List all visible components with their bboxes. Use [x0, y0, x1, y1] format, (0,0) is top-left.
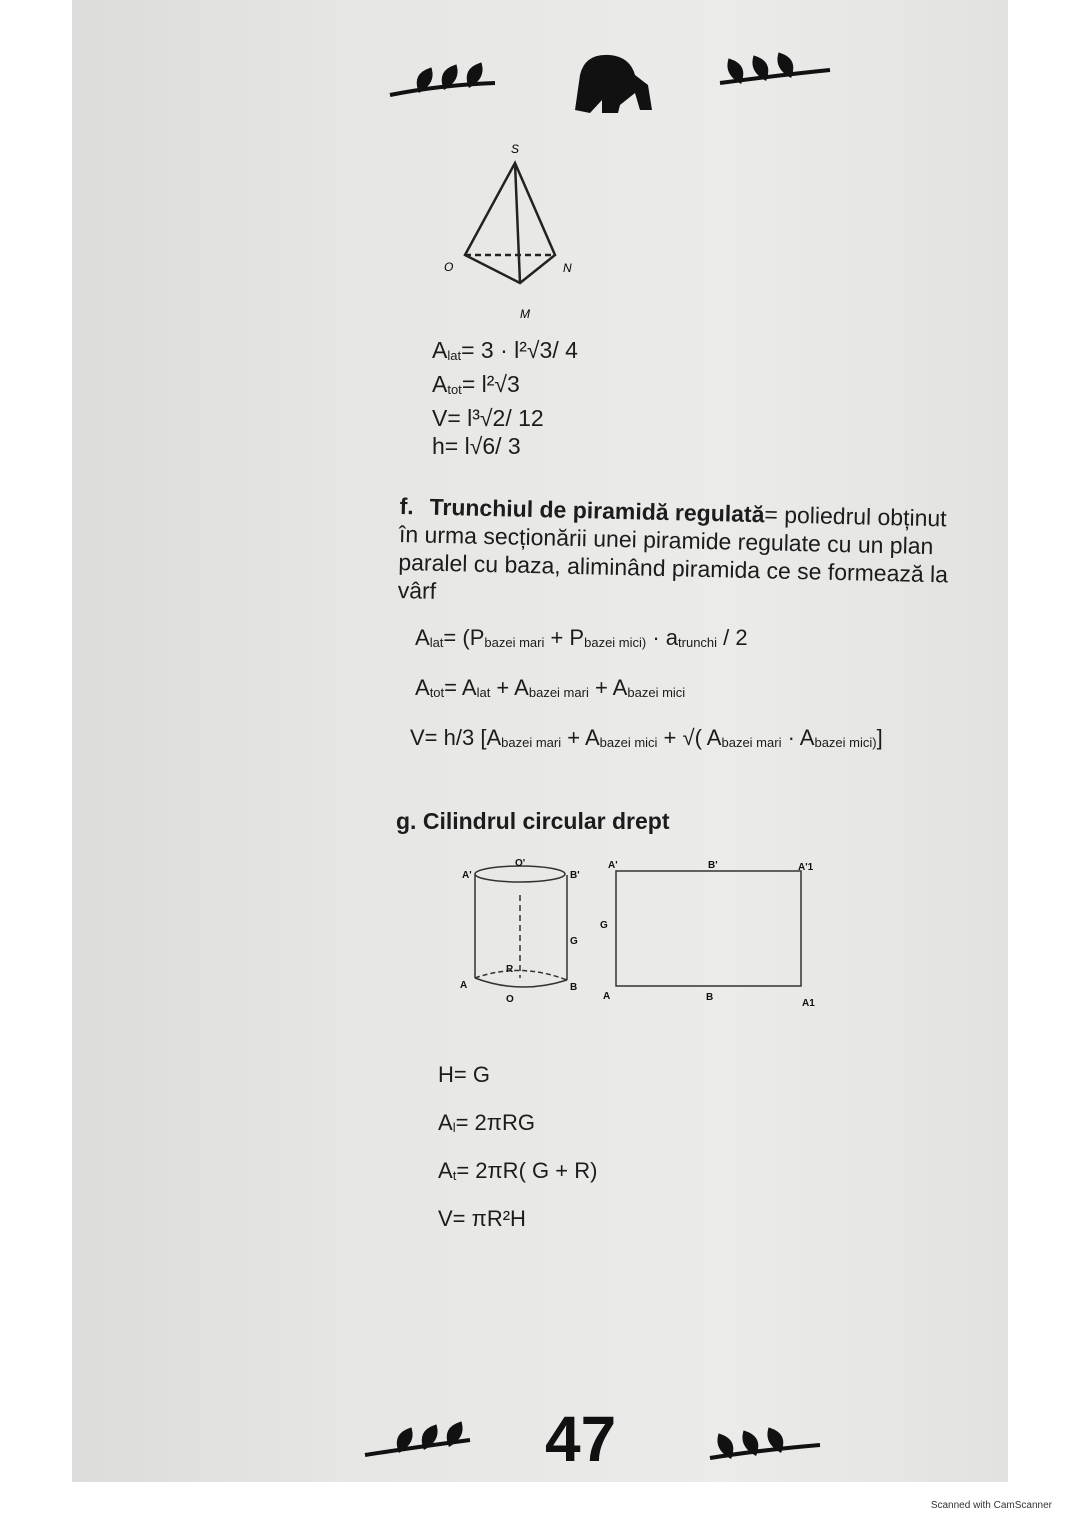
formula-volume: V= h/3 [$A_{bazei mari} + A_{bazei mici}$ + √( $A_{bazei mari} \cdot A_{bazei mici)}$]	[410, 725, 883, 750]
svg-text:A'1: A'1	[798, 862, 814, 873]
scanner-watermark: Scanned with CamScanner	[930, 1500, 1052, 1511]
page-number: 47	[545, 1403, 617, 1475]
svg-text:A1: A1	[802, 998, 815, 1009]
vertex-o-label: O	[444, 260, 454, 274]
section-title: Cilindrul circular drept	[422, 808, 670, 834]
vertex-n-label: N	[563, 261, 572, 275]
svg-text:B: B	[706, 992, 714, 1003]
formula-total-area: $A_t= 2\pi R$( G + R)	[438, 1158, 598, 1183]
vertex-s-label: S	[511, 142, 520, 156]
section-g: g. Cilindrul circular drept	[396, 808, 670, 834]
vertex-m-label: M	[520, 307, 530, 321]
svg-text:R: R	[506, 964, 514, 975]
formula-volume: V= πR²H	[438, 1206, 526, 1231]
formula-alat: $A_{lat}= (P_{bazei mari} + P_{bazei mici)} \cdot a_{trunchi} / 2$	[415, 625, 748, 650]
svg-text:A: A	[603, 991, 611, 1002]
formula-height: H= G	[438, 1062, 490, 1087]
laurel-left-icon	[390, 65, 495, 95]
header-ornament	[380, 45, 840, 120]
formula-atot: $A_{tot}= A_{lat} + A_{bazei mari} + A_{bazei mici}$	[415, 675, 686, 700]
svg-text:O': O'	[515, 858, 526, 869]
formula-atot: $A_{tot}= l^2√3$	[432, 371, 520, 397]
formula-alat: $A_{lat}= 3 \cdot l^2√3/$ 4	[432, 337, 578, 363]
unfolded-rectangle	[616, 871, 801, 986]
svg-text:B': B'	[570, 870, 580, 881]
svg-text:G: G	[600, 920, 608, 931]
section-title: Trunchiul de piramidă regulată	[429, 493, 765, 528]
laurel-right-icon	[720, 55, 830, 83]
section-marker: f.	[399, 492, 415, 520]
tetrahedron-formulas	[432, 336, 578, 460]
svg-text:A': A'	[608, 860, 618, 871]
cylinder-diagram	[440, 850, 840, 1020]
svg-text:A: A	[460, 980, 468, 991]
svg-text:B: B	[570, 982, 578, 993]
svg-text:O: O	[506, 994, 514, 1005]
section-f	[397, 492, 969, 617]
lion-logo-icon	[575, 55, 652, 113]
frustum-formulas	[410, 625, 883, 751]
section-definition: = poliedrul obținut în urma secționării unei piramide regulate cu un plan paralel cu baza, aliminând piramida ce se formează la vârf	[397, 501, 949, 604]
svg-text:A': A'	[462, 870, 472, 881]
svg-text:B': B'	[708, 860, 718, 871]
formula-height: h= l√6/ 3	[432, 433, 521, 459]
tetrahedron-diagram	[430, 135, 590, 325]
svg-text:G: G	[570, 936, 578, 947]
cylinder-formulas	[438, 1062, 597, 1232]
formula-volume: V= l³√2/ 12	[432, 405, 544, 431]
formula-lateral-area: $A_l= 2\pi RG$	[438, 1110, 535, 1135]
